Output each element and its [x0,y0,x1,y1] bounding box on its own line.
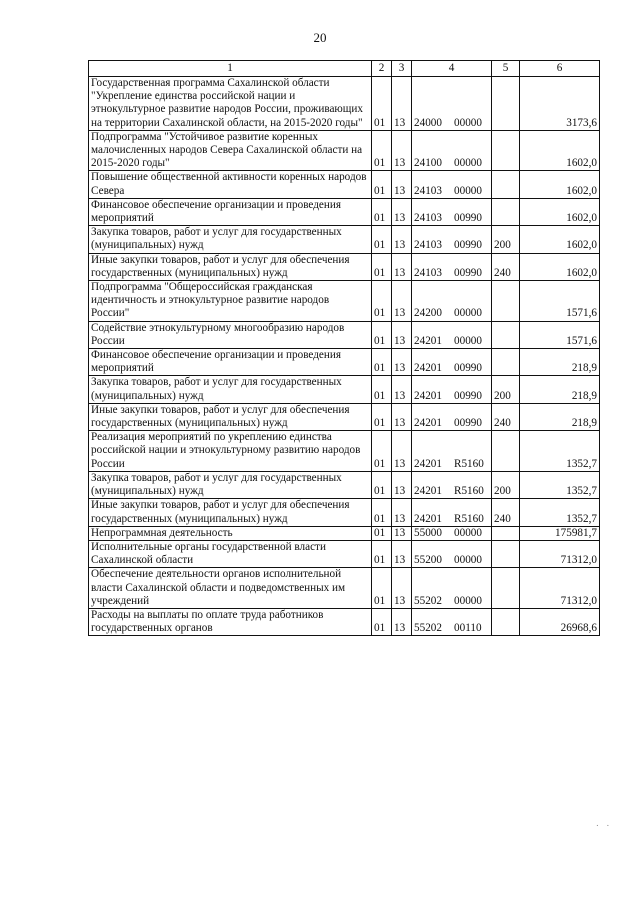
section-code: 01 [372,526,392,540]
budget-table [88,60,600,636]
section-code: 01 [372,198,392,225]
section-code: 01 [372,540,392,567]
target-article-program: 24201 [414,512,442,525]
target-article-direction: 00000 [454,334,482,347]
target-article-code [412,376,492,403]
expense-type-code [492,321,520,348]
expense-type-code [492,540,520,567]
table-row [89,349,600,376]
expense-type-code [492,198,520,225]
section-code: 01 [372,403,392,430]
target-article-program: 24201 [414,334,442,347]
item-name: Закупка товаров, работ и услуг для государственных (муниципальных) нужд [89,376,372,403]
target-article-code [412,499,492,526]
subsection-code: 13 [392,281,412,322]
subsection-code: 13 [392,349,412,376]
subsection-code: 13 [392,321,412,348]
item-name: Содействие этнокультурному многообразию народов России [89,321,372,348]
target-article-program: 24201 [414,457,442,470]
table-header-row [89,61,600,77]
item-name: Иные закупки товаров, работ и услуг для обеспечения государственных (муниципальных) нужд [89,403,372,430]
amount: 1571,6 [520,321,600,348]
target-article-direction: 00990 [454,266,482,279]
target-article-program: 24200 [414,307,442,320]
target-article-direction: 00990 [454,362,482,375]
subsection-code: 13 [392,198,412,225]
amount: 1602,0 [520,130,600,171]
item-name: Повышение общественной активности коренных народов Севера [89,171,372,198]
expense-type-code [492,77,520,131]
table-row [89,608,600,635]
amount: 1602,0 [520,226,600,253]
section-code: 01 [372,431,392,472]
header-col-3: 3 [392,61,412,77]
target-article-direction: R5160 [454,512,484,525]
item-name: Финансовое обеспечение организации и проведения мероприятий [89,198,372,225]
expense-type-code [492,526,520,540]
section-code: 01 [372,226,392,253]
subsection-code: 13 [392,608,412,635]
page-number: 20 [313,30,327,45]
target-article-program: 24103 [414,266,442,279]
item-name: Реализация мероприятий по укреплению единства российской нации и этнокультурному развитию народов России [89,431,372,472]
amount: 3173,6 [520,77,600,131]
target-article-code [412,77,492,131]
item-name: Исполнительные органы государственной власти Сахалинской области [89,540,372,567]
header-col-5: 5 [492,61,520,77]
target-article-code [412,403,492,430]
target-article-program: 24201 [414,485,442,498]
expense-type-code [492,171,520,198]
subsection-code: 13 [392,403,412,430]
target-article-code [412,253,492,280]
item-name: Непрограммная деятельность [89,526,372,540]
target-article-program: 24201 [414,362,442,375]
amount: 26968,6 [520,608,600,635]
amount: 1571,6 [520,281,600,322]
item-name: Закупка товаров, работ и услуг для государственных (муниципальных) нужд [89,226,372,253]
subsection-code: 13 [392,471,412,498]
amount: 175981,7 [520,526,600,540]
subsection-code: 13 [392,540,412,567]
item-name: Иные закупки товаров, работ и услуг для обеспечения государственных (муниципальных) нужд [89,499,372,526]
target-article-code [412,349,492,376]
expense-type-code [492,608,520,635]
amount: 218,9 [520,349,600,376]
header-col-1: 1 [89,61,372,77]
target-article-direction: R5160 [454,485,484,498]
expense-type-code: 200 [492,226,520,253]
target-article-direction: 00990 [454,212,482,225]
item-name: Обеспечение деятельности органов исполнительной власти Сахалинской области и подведомственных им учреждений [89,568,372,609]
section-code: 01 [372,568,392,609]
target-article-program: 24103 [414,184,442,197]
table-row [89,198,600,225]
target-article-program: 24103 [414,212,442,225]
item-name: Государственная программа Сахалинской области "Укрепление единства российской нации и этнокультурное развитие народов России, проживающих на территории Сахалинской области, на 2015-2020 годы" [89,77,372,131]
table-row [89,499,600,526]
target-article-direction: 00000 [454,554,482,567]
table-row [89,226,600,253]
expense-type-code [492,281,520,322]
table-row [89,281,600,322]
target-article-direction: 00000 [454,594,482,607]
amount: 71312,0 [520,540,600,567]
amount: 1602,0 [520,171,600,198]
target-article-direction: 00000 [454,184,482,197]
expense-type-code [492,568,520,609]
table-row [89,321,600,348]
target-article-code [412,526,492,540]
target-article-code [412,226,492,253]
expense-type-code: 240 [492,499,520,526]
table-row [89,171,600,198]
subsection-code: 13 [392,77,412,131]
table-row [89,540,600,567]
target-article-program: 55000 [414,526,442,539]
expense-type-code [492,130,520,171]
expense-type-code: 200 [492,471,520,498]
table-row [89,526,600,540]
amount: 218,9 [520,376,600,403]
amount: 218,9 [520,403,600,430]
target-article-direction: 00990 [454,417,482,430]
expense-type-code [492,431,520,472]
target-article-program: 24000 [414,116,442,129]
item-name: Финансовое обеспечение организации и проведения мероприятий [89,349,372,376]
target-article-direction: 00000 [454,157,482,170]
subsection-code: 13 [392,376,412,403]
section-code: 01 [372,171,392,198]
subsection-code: 13 [392,253,412,280]
section-code: 01 [372,77,392,131]
target-article-code [412,608,492,635]
table-row [89,130,600,171]
item-name: Расходы на выплаты по оплате труда работников государственных органов [89,608,372,635]
target-article-code [412,198,492,225]
target-article-program: 55200 [414,554,442,567]
section-code: 01 [372,499,392,526]
expense-type-code: 240 [492,253,520,280]
section-code: 01 [372,376,392,403]
subsection-code: 13 [392,526,412,540]
target-article-code [412,568,492,609]
expense-type-code [492,349,520,376]
target-article-direction: 00110 [454,622,482,635]
subsection-code: 13 [392,499,412,526]
expense-type-code: 200 [492,376,520,403]
table-row [89,431,600,472]
item-name: Закупка товаров, работ и услуг для государственных (муниципальных) нужд [89,471,372,498]
table-row [89,471,600,498]
target-article-direction: 00000 [454,307,482,320]
amount: 1352,7 [520,431,600,472]
target-article-direction: 00000 [454,526,482,539]
target-article-program: 24201 [414,417,442,430]
section-code: 01 [372,471,392,498]
section-code: 01 [372,253,392,280]
section-code: 01 [372,281,392,322]
subsection-code: 13 [392,431,412,472]
table-row [89,376,600,403]
amount: 1602,0 [520,198,600,225]
target-article-code [412,321,492,348]
table-row [89,77,600,131]
table-row [89,403,600,430]
target-article-direction: 00990 [454,389,482,402]
subsection-code: 13 [392,130,412,171]
header-col-4: 4 [412,61,492,77]
target-article-program: 24103 [414,239,442,252]
header-col-6: 6 [520,61,600,77]
target-article-code [412,130,492,171]
target-article-code [412,540,492,567]
target-article-code [412,431,492,472]
section-code: 01 [372,321,392,348]
section-code: 01 [372,608,392,635]
table-row [89,568,600,609]
target-article-direction: 00990 [454,239,482,252]
amount: 71312,0 [520,568,600,609]
target-article-code [412,471,492,498]
target-article-code [412,171,492,198]
target-article-program: 55202 [414,594,442,607]
amount: 1352,7 [520,499,600,526]
table-row [89,253,600,280]
subsection-code: 13 [392,226,412,253]
expense-type-code: 240 [492,403,520,430]
section-code: 01 [372,130,392,171]
subsection-code: 13 [392,568,412,609]
item-name: Иные закупки товаров, работ и услуг для обеспечения государственных (муниципальных) нужд [89,253,372,280]
item-name: Подпрограмма "Устойчивое развитие коренных малочисленных народов Севера Сахалинской области на 2015-2020 годы" [89,130,372,171]
header-col-2: 2 [372,61,392,77]
subsection-code: 13 [392,171,412,198]
section-code: 01 [372,349,392,376]
target-article-program: 24201 [414,389,442,402]
target-article-direction: 00000 [454,116,482,129]
target-article-direction: R5160 [454,457,484,470]
scan-artifact: . . [596,818,612,828]
target-article-program: 55202 [414,622,442,635]
amount: 1352,7 [520,471,600,498]
item-name: Подпрограмма "Общероссийская гражданская идентичность и этнокультурное развитие народов России" [89,281,372,322]
amount: 1602,0 [520,253,600,280]
target-article-program: 24100 [414,157,442,170]
target-article-code [412,281,492,322]
